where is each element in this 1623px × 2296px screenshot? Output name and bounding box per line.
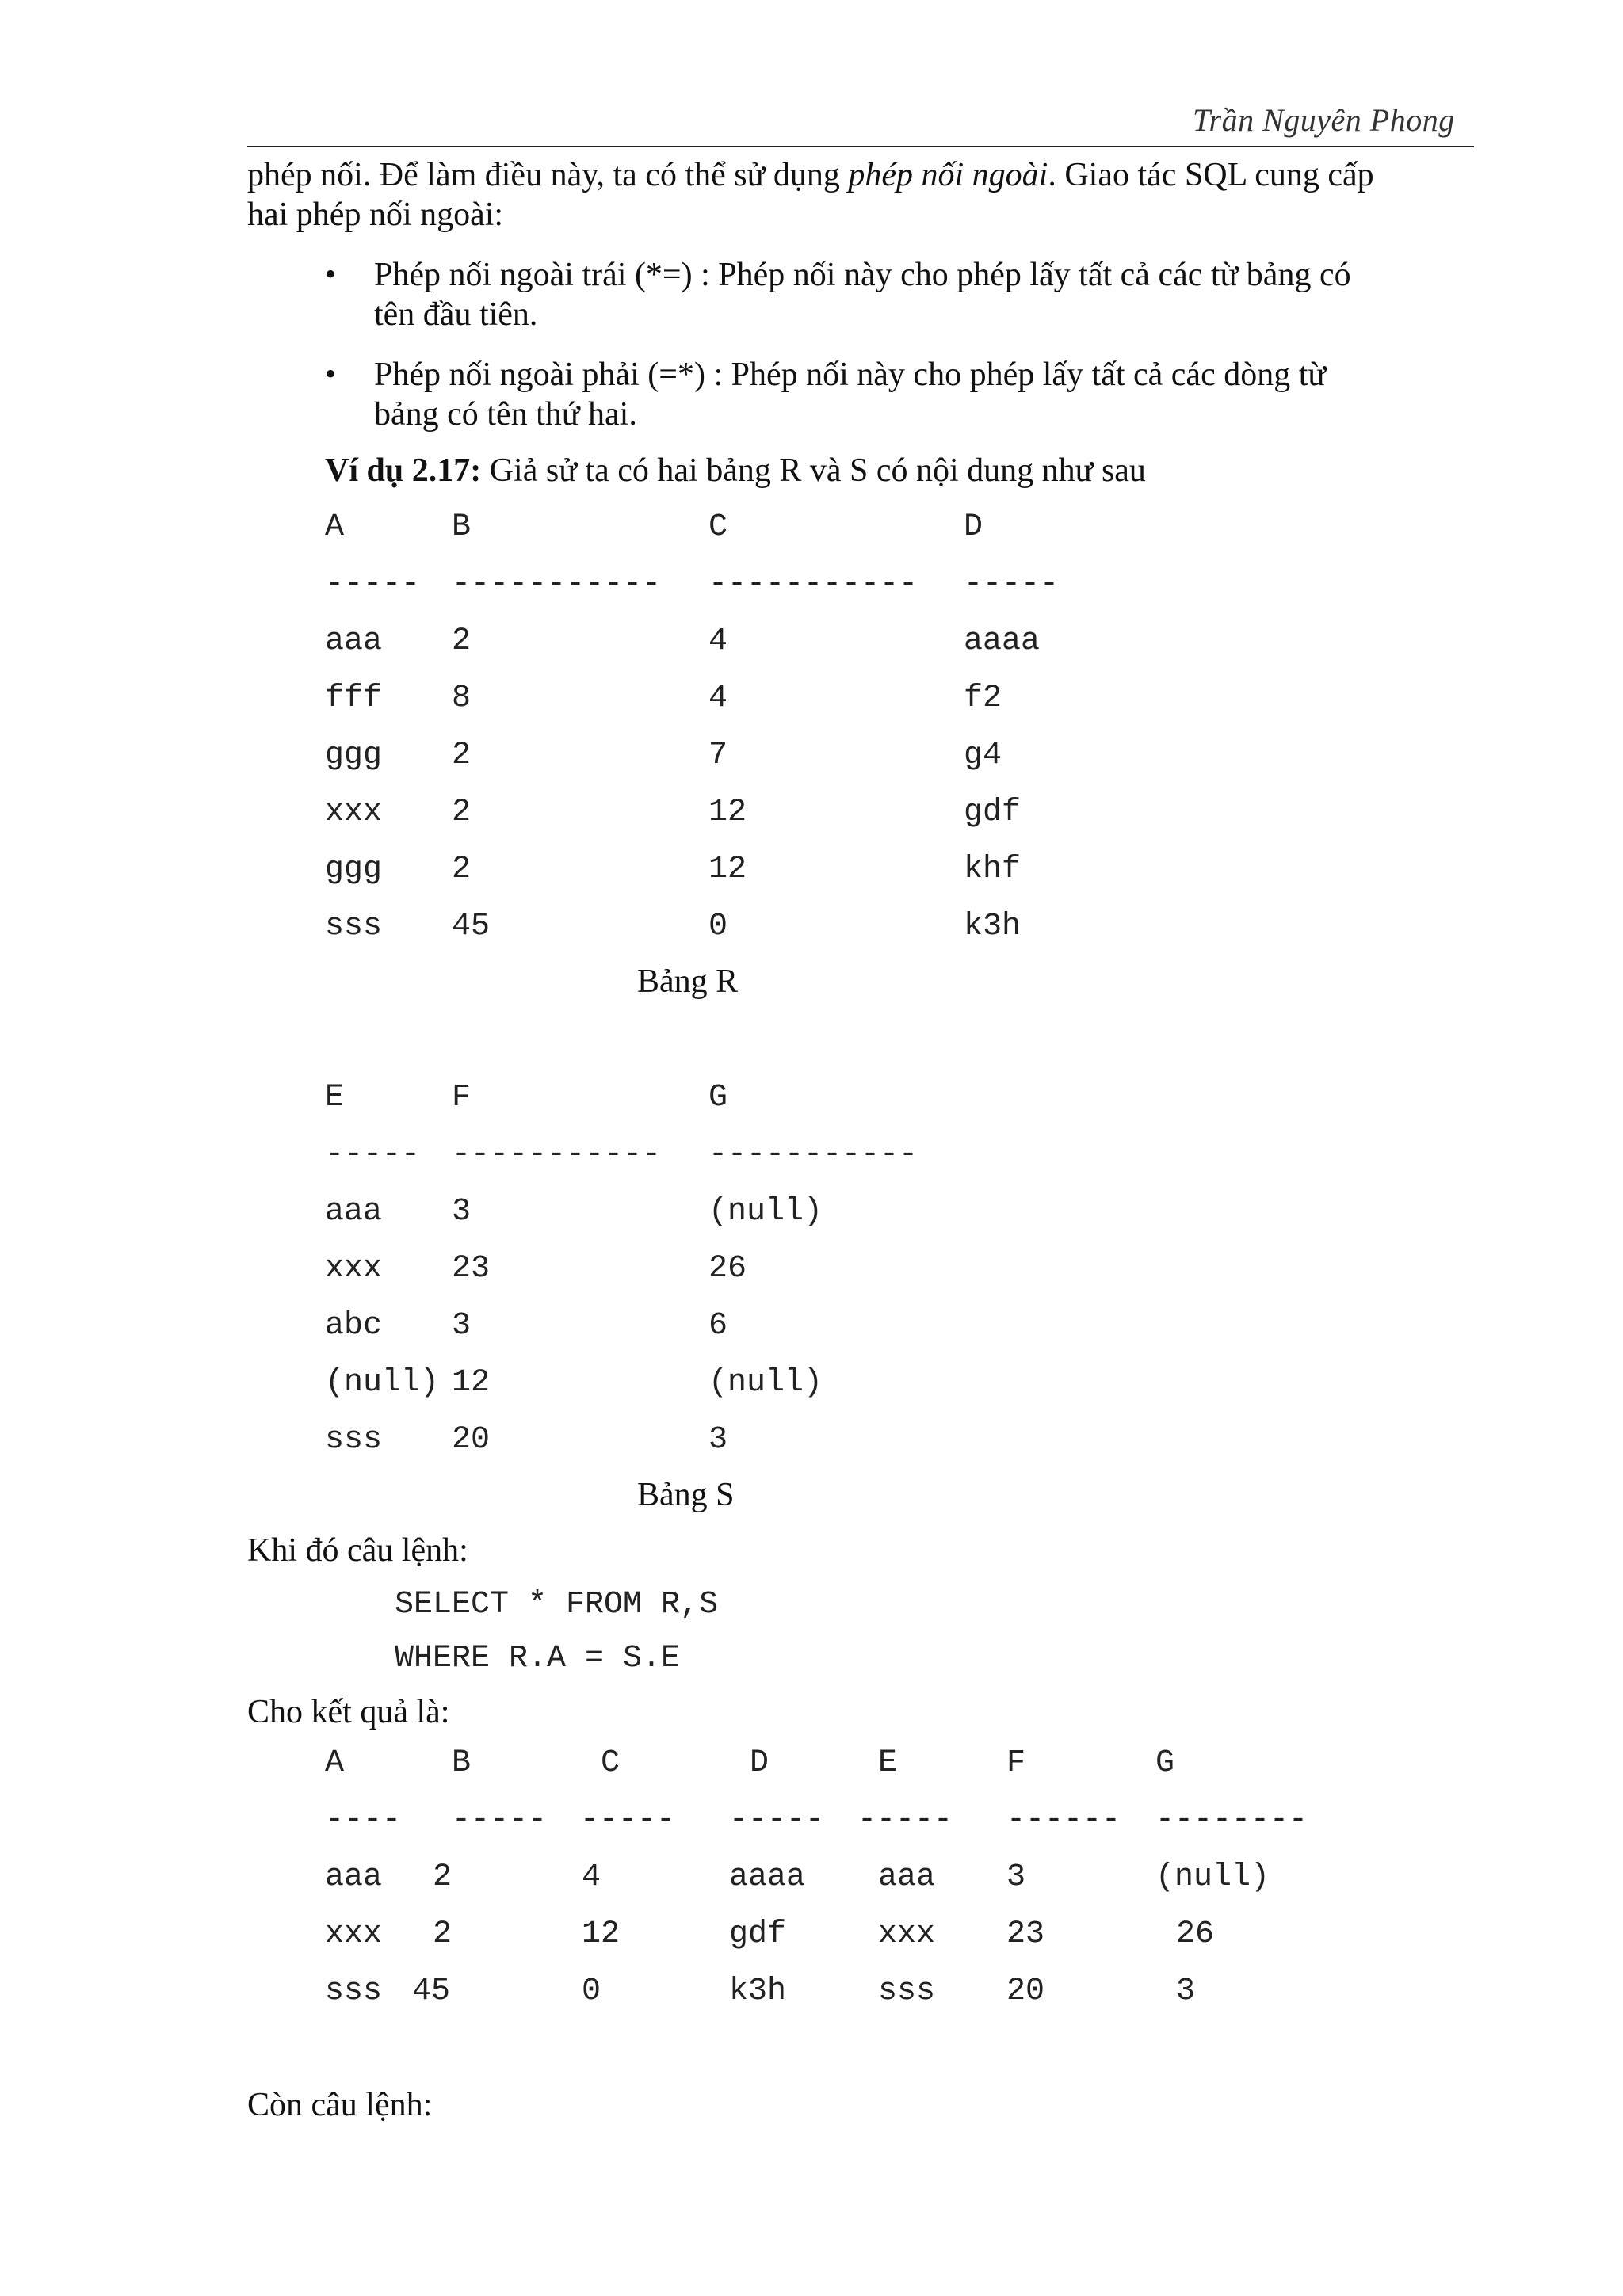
table-cell: k3h [964, 909, 1022, 944]
result-header-cell: A [325, 1745, 345, 1781]
table-cell: 3 [708, 1422, 728, 1458]
table-s-separator-cell: ----------- [708, 1137, 918, 1173]
table-r-separator-cell: ----- [325, 566, 421, 602]
result-separator-cell: ---- [325, 1802, 402, 1838]
table-cell: 3 [1176, 1974, 1196, 2009]
table-cell: 20 [1006, 1974, 1045, 2009]
bullet-dot: • [325, 356, 337, 391]
table-cell: f2 [964, 681, 1002, 716]
table-cell: xxx [325, 1251, 383, 1287]
table-s-header-cell: E [325, 1080, 345, 1116]
table-cell: g4 [964, 738, 1002, 773]
table-cell: 4 [582, 1859, 601, 1895]
table-cell: (null) [708, 1194, 823, 1230]
table-cell: gdf [964, 795, 1022, 830]
table-cell: sss [325, 909, 383, 944]
table-s-caption: Bảng S [637, 1477, 735, 1513]
table-cell: 4 [708, 624, 728, 659]
table-cell: 7 [708, 738, 728, 773]
bullet-2-line-2: bảng có tên thứ hai. [374, 396, 637, 433]
intro-line-1 [247, 155, 1474, 195]
table-cell: sss [878, 1974, 936, 2009]
table-cell: aaaa [729, 1859, 806, 1895]
table-r-separator-cell: ----------- [708, 566, 918, 602]
table-cell: 4 [708, 681, 728, 716]
result-separator-cell: -------- [1155, 1802, 1308, 1838]
table-r-header-cell: A [325, 509, 345, 545]
result-separator-cell: ----- [580, 1802, 676, 1838]
table-s-header-cell: G [708, 1080, 728, 1116]
result-separator-cell: ----- [857, 1802, 953, 1838]
table-cell: 23 [452, 1251, 491, 1287]
result-header-cell: D [750, 1745, 769, 1781]
example-heading [325, 452, 1146, 490]
intro-line-2: hai phép nối ngoài: [247, 196, 504, 233]
table-cell: k3h [729, 1974, 787, 2009]
table-r-caption: Bảng R [637, 963, 739, 1000]
table-r-header-cell: D [964, 509, 983, 545]
closing-line: Còn câu lệnh: [247, 2087, 433, 2123]
table-cell: aaa [878, 1859, 936, 1895]
table-cell: aaaa [964, 624, 1041, 659]
table-cell: 45 [412, 1974, 451, 2009]
table-cell: ggg [325, 738, 383, 773]
table-cell: ggg [325, 852, 383, 887]
table-cell: 6 [708, 1308, 728, 1344]
result-separator-cell: ----- [452, 1802, 548, 1838]
table-cell: 12 [708, 852, 747, 887]
table-cell: khf [964, 852, 1022, 887]
header-rule [247, 146, 1474, 147]
table-cell: 12 [582, 1917, 621, 1952]
table-cell: 23 [1006, 1917, 1045, 1952]
intro-italic-term: phép nối ngoài [848, 157, 1048, 193]
table-s-separator-cell: ----- [325, 1137, 421, 1173]
table-cell: 2 [452, 738, 472, 773]
table-cell: (null) [708, 1365, 823, 1401]
result-header-cell: C [601, 1745, 621, 1781]
table-r-separator-cell: ----- [964, 566, 1060, 602]
bullet-1-line-1: Phép nối ngoài trái (*=) : Phép nối này cho phép lấy tất cả các từ bảng có [374, 257, 1351, 293]
table-cell: 0 [582, 1974, 601, 2009]
table-cell: aaa [325, 1859, 383, 1895]
result-header-cell: F [1006, 1745, 1026, 1781]
result-separator-cell: ------ [1006, 1802, 1121, 1838]
table-cell: 2 [452, 852, 472, 887]
table-cell: 2 [452, 624, 472, 659]
bullet-dot: • [325, 256, 337, 292]
result-separator-cell: ----- [729, 1802, 825, 1838]
table-cell: xxx [325, 1917, 383, 1952]
table-r-header-cell: C [708, 509, 728, 545]
example-label: Ví dụ 2.17: [325, 452, 482, 489]
table-cell: 26 [708, 1251, 747, 1287]
table-cell: 2 [433, 1859, 453, 1895]
example-text: Giả sử ta có hai bảng R và S có nội dung như sau [481, 452, 1146, 489]
table-s-separator-cell: ----------- [452, 1137, 662, 1173]
table-cell: (null) [1155, 1859, 1270, 1895]
result-header-cell: G [1155, 1745, 1175, 1781]
table-r-separator-cell: ----------- [452, 566, 662, 602]
result-header-cell: B [452, 1745, 472, 1781]
sql-line: WHERE R.A = S.E [395, 1641, 681, 1676]
table-cell: 45 [452, 909, 491, 944]
table-cell: 3 [452, 1194, 472, 1230]
result-intro: Cho kết quả là: [247, 1694, 450, 1730]
sql-line: SELECT * FROM R,S [395, 1587, 719, 1623]
table-cell: 12 [708, 795, 747, 830]
table-cell: sss [325, 1974, 383, 2009]
table-cell: gdf [729, 1917, 787, 1952]
result-header-cell: E [878, 1745, 898, 1781]
bullet-2-line-1: Phép nối ngoài phải (=*) : Phép nối này cho phép lấy tất cả các dòng từ [374, 357, 1327, 393]
table-cell: 20 [452, 1422, 491, 1458]
table-cell: 2 [433, 1917, 453, 1952]
table-cell: aaa [325, 1194, 383, 1230]
table-cell: 3 [1006, 1859, 1026, 1895]
table-cell: abc [325, 1308, 383, 1344]
bullet-1-line-2: tên đầu tiên. [374, 296, 538, 333]
table-cell: (null) [325, 1365, 440, 1401]
table-cell: aaa [325, 624, 383, 659]
table-cell: xxx [878, 1917, 936, 1952]
table-cell: 2 [452, 795, 472, 830]
table-cell: 3 [452, 1308, 472, 1344]
table-cell: xxx [325, 795, 383, 830]
table-cell: fff [325, 681, 383, 716]
table-cell: 12 [452, 1365, 491, 1401]
table-cell: 26 [1176, 1917, 1215, 1952]
intro-text-end: . Giao tác SQL cung cấp [1048, 157, 1374, 193]
table-s-header-cell: F [452, 1080, 472, 1116]
table-cell: sss [325, 1422, 383, 1458]
intro-text: phép nối. Để làm điều này, ta có thể sử dụng [247, 157, 849, 193]
statement-intro: Khi đó câu lệnh: [247, 1532, 468, 1569]
table-r-header-cell: B [452, 509, 472, 545]
table-cell: 0 [708, 909, 728, 944]
table-cell: 8 [452, 681, 472, 716]
header-author: Trần Nguyên Phong [1193, 102, 1455, 138]
